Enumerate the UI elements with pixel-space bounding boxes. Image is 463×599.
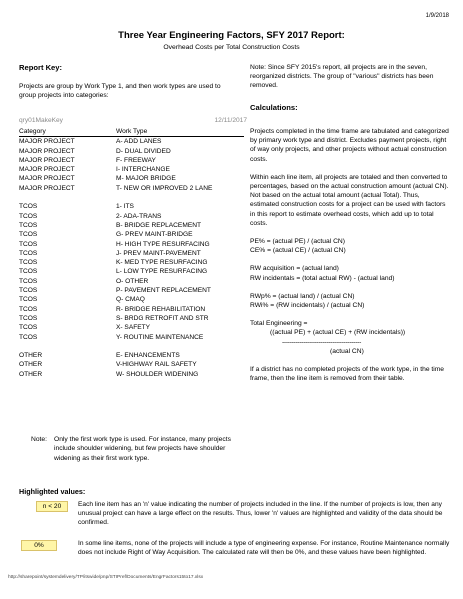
category-cell: OTHER [19,352,43,360]
work-type-cell: B- BRIDGE REPLACEMENT [116,221,202,229]
category-cell: TCOS [19,314,38,322]
table-spacer-row [19,342,244,351]
formula-pe: PE% = (actual PE) / (actual CN) [250,238,345,246]
report-key-intro: Projects are group by Work Type 1, and then work types are used to group projects into categories: [19,83,221,100]
calc-paragraph-3: If a district has no completed projects of the work type, in the time frame, then the line item is removed from their table. [250,366,445,383]
table-row [19,267,244,276]
category-cell: TCOS [19,333,38,341]
category-cell: TCOS [19,305,38,313]
formula-total-denominator: (actual CN) [330,347,364,355]
category-cell: OTHER [19,370,43,378]
work-type-cell: R- BRIDGE REHABILITATION [116,305,206,313]
work-type-cell: M- MAJOR BRIDGE [116,175,176,183]
work-type-cell: Y- ROUTINE MAINTENANCE [116,333,204,341]
work-type-cell: D- DUAL DIVIDED [116,147,171,155]
col-work-type-header: Work Type [116,127,244,137]
query-label-row [19,117,247,124]
work-type-cell: J- PREV MAINT-PAVEMENT [116,249,201,257]
calc-paragraph-2: Within each line item, all projects are totaled and then converted to percentages, based on the actual construction amount (actual CN). Not based on the actual total amount (actual Total). Thus, estimated construction costs for a project can be used with factors in this report to estimate overhead costs, which add up to total costs. [250,173,449,227]
table-row [19,212,244,221]
table-row [19,295,244,304]
report-key-heading: Report Key: [19,63,63,72]
table-row [19,137,244,147]
table-row [19,305,244,314]
n-under-20-description: Each line item has an 'n' value indicating the number of projects included in the line. If the number of projects is low, then any unusual project can have a large effect on the results. Thus, lower 'n' values are highlighted and validity of the data should be confirmed. [78,501,443,527]
work-type-note-label: Note: [31,436,47,443]
formula-total-numerator: ((actual PE) + (actual CE) + (RW incidentals)) [270,329,406,337]
formula-total-divider: ----------------------------------------- [282,338,362,346]
work-type-cell: I- INTERCHANGE [116,166,170,174]
category-cell: TCOS [19,259,38,267]
formula-rwi: RWi% = (RW incidentals) / (actual CN) [250,302,365,310]
category-cell: TCOS [19,212,38,220]
table-row [19,174,244,183]
query-date: 12/11/2017 [214,117,247,124]
table-row [19,370,244,379]
table-row [19,147,244,156]
table-row [19,323,244,332]
calculations-heading: Calculations: [250,103,298,112]
category-cell: OTHER [19,361,43,369]
table-row [19,286,244,295]
category-cell: TCOS [19,296,38,304]
table-row [19,333,244,342]
formula-rwp: RWp% = (actual land) / (actual CN) [250,292,355,300]
table-row [19,202,244,211]
category-cell: TCOS [19,249,38,257]
page-subtitle: Overhead Costs per Total Construction Costs [163,44,300,51]
table-row [19,249,244,258]
table-row [19,156,244,165]
work-type-cell: H- HIGH TYPE RESURFACING [116,240,210,248]
work-type-cell: W- SHOULDER WIDENING [116,370,199,378]
formula-total-label: Total Engineering = [250,320,308,328]
category-cell: TCOS [19,287,38,295]
zero-percent-description: In some line items, none of the projects will include a type of engineering expense. For instance, Routine Maintenance normally does not include Right of Way Acquisition. The calculated rate will then be 0%, and these values have been highlighted. [78,540,450,557]
category-cell: MAJOR PROJECT [19,166,75,174]
work-type-cell: Q- CMAQ [116,296,145,304]
work-type-cell: X- SAFETY [116,324,151,332]
formula-ce: CE% = (actual CE) / (actual CN) [250,247,346,255]
work-type-cell: L- LOW TYPE RESURFACING [116,268,208,276]
col-category-header: Category [19,127,116,137]
work-type-cell: G- PREV MAINT-BRIDGE [116,231,193,239]
table-row [19,360,244,369]
work-type-cell: A- ADD LANES [116,138,162,146]
work-type-table [19,127,244,379]
category-cell: TCOS [19,268,38,276]
work-type-cell: P- PAVEMENT REPLACEMENT [116,287,211,295]
table-row [19,277,244,286]
highlighted-values-heading: Highlighted values: [19,487,86,496]
work-type-cell: O- OTHER [116,277,149,285]
table-row [19,314,244,323]
category-cell: MAJOR PROJECT [19,138,75,146]
category-cell: MAJOR PROJECT [19,175,75,183]
category-cell: TCOS [19,240,38,248]
work-type-cell: F- FREEWAY [116,156,156,164]
work-type-cell: 1- ITS [116,203,134,211]
calc-paragraph-1: Projects completed in the time frame are tabulated and categorized by primary work type and district. Excludes payment projects, right of way only projects, and other projects without actual construction costs. [250,128,449,163]
n-under-20-badge: n < 20 [36,501,68,512]
districts-note: Note: Since SFY 2015's report, all projects are in the seven, reorganized districts. The group of "various" districts has been removed. [250,64,434,90]
table-row [19,240,244,249]
work-type-cell: S- BRDG RETROFIT AND STR [116,314,209,322]
table-row [19,230,244,239]
category-cell: TCOS [19,277,38,285]
zero-percent-badge: 0% [21,540,57,551]
source-file-path: http://sharepoint/systemdelivery/TP/itswide/pnp/STIPref/Documents/EngrFactors15to17.xlsx [8,575,204,580]
work-type-cell: K- MED TYPE RESURFACING [116,259,208,267]
category-cell: TCOS [19,221,38,229]
work-type-cell: V-HIGHWAY RAIL SAFETY [116,361,197,369]
category-cell: MAJOR PROJECT [19,184,75,192]
category-cell: TCOS [19,231,38,239]
category-cell: MAJOR PROJECT [19,156,75,164]
category-cell: TCOS [19,324,38,332]
table-row [19,351,244,360]
formula-rw-incidentals: RW incidentals = (total actual RW) - (actual land) [250,274,395,282]
work-type-table-body [19,137,244,379]
table-row [19,221,244,230]
category-cell: TCOS [19,203,38,211]
work-type-note [31,435,241,463]
table-spacer-row [19,193,244,202]
query-name: qry01MakeKey [19,117,63,124]
work-type-cell: 2- ADA-TRANS [116,212,162,220]
work-type-note-text: Only the first work type is used. For instance, many projects include shoulder widening, but few projects have shoulder widening as their first work type. [54,436,231,462]
work-type-cell: T- NEW OR IMPROVED 2 LANE [116,184,213,192]
work-type-cell: E- ENHANCEMENTS [116,352,180,360]
table-row [19,184,244,193]
table-row [19,258,244,267]
category-cell: MAJOR PROJECT [19,147,75,155]
calculations-body [250,127,450,392]
report-date: 1/9/2018 [425,13,449,19]
page-title: Three Year Engineering Factors, SFY 2017 Report: [118,30,345,41]
table-row [19,165,244,174]
formula-rw-acquisition: RW acquisition = (actual land) [250,265,339,273]
